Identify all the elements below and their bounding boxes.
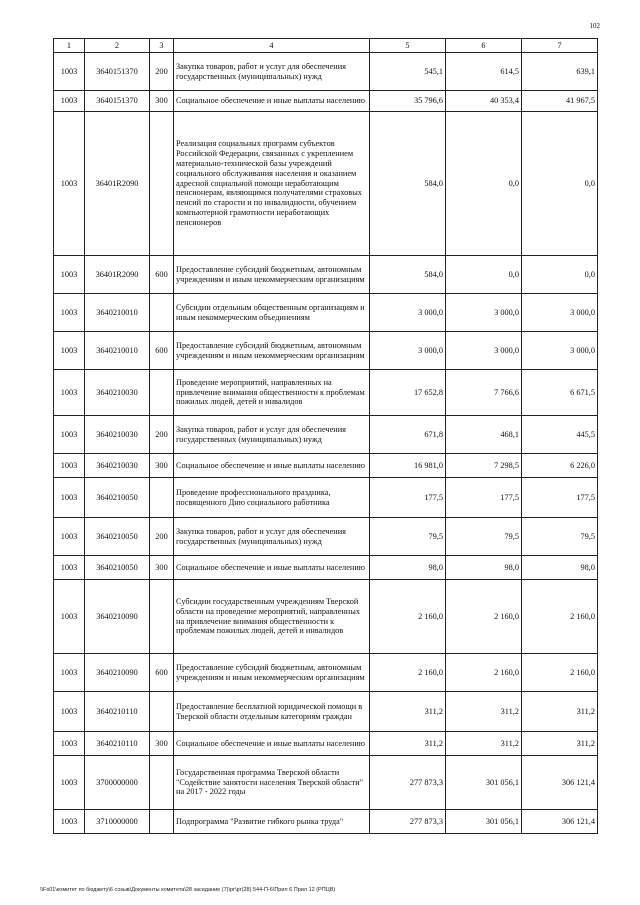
value-7-cell: 306 121,4 (522, 810, 598, 834)
value-6-cell: 177,5 (446, 478, 522, 518)
description-cell: Социальное обеспечение и иные выплаты населению (174, 732, 370, 756)
description-cell: Проведение мероприятий, направленных на привлечение внимания общественности к проблемам пожилых людей, детей и инвалидов (174, 370, 370, 416)
table-row (54, 332, 598, 370)
code-1-cell: 1003 (54, 294, 85, 332)
value-7-cell: 2 160,0 (522, 580, 598, 654)
table-row (54, 91, 598, 112)
code-1-cell: 1003 (54, 332, 85, 370)
value-5-cell: 3 000,0 (370, 294, 446, 332)
value-6-cell: 79,5 (446, 518, 522, 556)
value-7-cell: 0,0 (522, 256, 598, 294)
value-6-cell: 301 056,1 (446, 756, 522, 810)
value-5-cell: 35 796,6 (370, 91, 446, 112)
value-7-cell: 2 160,0 (522, 654, 598, 692)
header-cell: 6 (446, 39, 522, 53)
value-7-cell: 6 226,0 (522, 454, 598, 478)
description-cell: Подпрограмма "Развитие гибкого рынка труда" (174, 810, 370, 834)
table-row (54, 112, 598, 256)
value-5-cell: 311,2 (370, 732, 446, 756)
value-5-cell: 3 000,0 (370, 332, 446, 370)
code-2-cell: 3640210110 (85, 732, 150, 756)
code-3-cell (150, 756, 174, 810)
code-1-cell: 1003 (54, 112, 85, 256)
description-cell: Субсидии отдельным общественным организациям и иным некоммерческим объединениям (174, 294, 370, 332)
code-1-cell: 1003 (54, 53, 85, 91)
code-2-cell: 3640210030 (85, 416, 150, 454)
table-row (54, 256, 598, 294)
table-row (54, 370, 598, 416)
value-7-cell: 311,2 (522, 732, 598, 756)
value-5-cell: 545,1 (370, 53, 446, 91)
code-2-cell: 3640210050 (85, 478, 150, 518)
value-6-cell: 0,0 (446, 112, 522, 256)
code-2-cell: 3640210090 (85, 654, 150, 692)
table-row (54, 294, 598, 332)
page-number: 102 (589, 22, 600, 30)
header-cell: 5 (370, 39, 446, 53)
value-7-cell: 0,0 (522, 112, 598, 256)
table-row (54, 518, 598, 556)
code-2-cell: 3710000000 (85, 810, 150, 834)
code-1-cell: 1003 (54, 478, 85, 518)
code-2-cell: 3640210010 (85, 294, 150, 332)
value-7-cell: 311,2 (522, 692, 598, 732)
code-2-cell: 3640210110 (85, 692, 150, 732)
description-cell: Закупка товаров, работ и услуг для обеспечения государственных (муниципальных) нужд (174, 518, 370, 556)
value-7-cell: 6 671,5 (522, 370, 598, 416)
value-7-cell: 3 000,0 (522, 294, 598, 332)
value-5-cell: 277 873,3 (370, 756, 446, 810)
code-2-cell: 3640151370 (85, 91, 150, 112)
code-3-cell (150, 580, 174, 654)
code-3-cell: 300 (150, 556, 174, 580)
header-cell: 2 (85, 39, 150, 53)
value-5-cell: 277 873,3 (370, 810, 446, 834)
description-cell: Закупка товаров, работ и услуг для обеспечения государственных (муниципальных) нужд (174, 53, 370, 91)
code-1-cell: 1003 (54, 416, 85, 454)
value-6-cell: 7 298,5 (446, 454, 522, 478)
value-6-cell: 3 000,0 (446, 294, 522, 332)
table-row (54, 454, 598, 478)
code-1-cell: 1003 (54, 370, 85, 416)
value-7-cell: 639,1 (522, 53, 598, 91)
code-2-cell: 3640210050 (85, 556, 150, 580)
value-5-cell: 17 652,8 (370, 370, 446, 416)
value-7-cell: 98,0 (522, 556, 598, 580)
code-3-cell: 600 (150, 332, 174, 370)
value-5-cell: 79,5 (370, 518, 446, 556)
code-1-cell: 1003 (54, 556, 85, 580)
description-cell: Государственная программа Тверской области "Содействие занятости населения Тверской области" на 2017 - 2022 годы (174, 756, 370, 810)
value-5-cell: 584,0 (370, 112, 446, 256)
code-2-cell: 3700000000 (85, 756, 150, 810)
description-cell: Предоставление бесплатной юридической помощи в Тверской области отдельным категориям граждан (174, 692, 370, 732)
code-1-cell: 1003 (54, 732, 85, 756)
description-cell: Реализация социальных программ субъектов Российской Федерации, связанных с укреплением материально-технической базы учреждений социального обслуживания населения и оказанием адресной социальной помощи неработающим пенсионерам, являющимся получателями страховых пенсий по старости и по инвалидности, обучением компьютерной грамотности неработающих пенсионеров (174, 112, 370, 256)
header-row (54, 39, 598, 53)
description-cell: Предоставление субсидий бюджетным, автономным учреждениям и иным некоммерческим организациям (174, 332, 370, 370)
value-5-cell: 311,2 (370, 692, 446, 732)
value-7-cell: 41 967,5 (522, 91, 598, 112)
code-1-cell: 1003 (54, 454, 85, 478)
code-1-cell: 1003 (54, 756, 85, 810)
header-cell: 3 (150, 39, 174, 53)
code-2-cell: 36401R2090 (85, 256, 150, 294)
value-6-cell: 98,0 (446, 556, 522, 580)
code-1-cell: 1003 (54, 692, 85, 732)
value-7-cell: 306 121,4 (522, 756, 598, 810)
header-cell: 4 (174, 39, 370, 53)
code-2-cell: 3640210030 (85, 454, 150, 478)
description-cell: Закупка товаров, работ и услуг для обеспечения государственных (муниципальных) нужд (174, 416, 370, 454)
table-row (54, 556, 598, 580)
value-6-cell: 7 766,6 (446, 370, 522, 416)
header-cell: 1 (54, 39, 85, 53)
table-row (54, 53, 598, 91)
header-cell: 7 (522, 39, 598, 53)
value-7-cell: 79,5 (522, 518, 598, 556)
value-6-cell: 2 160,0 (446, 580, 522, 654)
value-6-cell: 301 056,1 (446, 810, 522, 834)
value-7-cell: 3 000,0 (522, 332, 598, 370)
value-6-cell: 40 353,4 (446, 91, 522, 112)
value-7-cell: 445,5 (522, 416, 598, 454)
value-6-cell: 311,2 (446, 692, 522, 732)
table-row (54, 654, 598, 692)
description-cell: Социальное обеспечение и иные выплаты населению (174, 454, 370, 478)
description-cell: Субсидии государственным учреждениям Тверской области на проведение мероприятий, направленных на привлечение внимания общественности к проблемам пожилых людей, детей и инвалидов (174, 580, 370, 654)
value-6-cell: 3 000,0 (446, 332, 522, 370)
value-5-cell: 2 160,0 (370, 580, 446, 654)
value-6-cell: 614,5 (446, 53, 522, 91)
value-5-cell: 2 160,0 (370, 654, 446, 692)
code-3-cell: 300 (150, 454, 174, 478)
code-3-cell: 200 (150, 416, 174, 454)
value-6-cell: 0,0 (446, 256, 522, 294)
value-5-cell: 98,0 (370, 556, 446, 580)
table-row (54, 692, 598, 732)
code-3-cell (150, 294, 174, 332)
table-row (54, 416, 598, 454)
code-1-cell: 1003 (54, 91, 85, 112)
description-cell: Предоставление субсидий бюджетным, автономным учреждениям и иным некоммерческим организациям (174, 654, 370, 692)
code-1-cell: 1003 (54, 654, 85, 692)
value-5-cell: 584,0 (370, 256, 446, 294)
code-1-cell: 1003 (54, 518, 85, 556)
value-6-cell: 311,2 (446, 732, 522, 756)
value-5-cell: 16 981,0 (370, 454, 446, 478)
code-1-cell: 1003 (54, 810, 85, 834)
code-2-cell: 3640210030 (85, 370, 150, 416)
code-3-cell: 300 (150, 732, 174, 756)
value-7-cell: 177,5 (522, 478, 598, 518)
code-1-cell: 1003 (54, 256, 85, 294)
code-3-cell (150, 478, 174, 518)
code-3-cell: 200 (150, 53, 174, 91)
table-row (54, 478, 598, 518)
table-row (54, 732, 598, 756)
description-cell: Социальное обеспечение и иные выплаты населению (174, 91, 370, 112)
code-2-cell: 3640210010 (85, 332, 150, 370)
code-3-cell (150, 370, 174, 416)
budget-table (53, 38, 598, 834)
value-6-cell: 468,1 (446, 416, 522, 454)
code-2-cell: 3640210050 (85, 518, 150, 556)
table-row (54, 580, 598, 654)
code-3-cell: 200 (150, 518, 174, 556)
code-2-cell: 3640210090 (85, 580, 150, 654)
table-row (54, 810, 598, 834)
description-cell: Проведение профессионального праздника, посвященного Дню социального работника (174, 478, 370, 518)
value-6-cell: 2 160,0 (446, 654, 522, 692)
value-5-cell: 671,8 (370, 416, 446, 454)
code-2-cell: 3640151370 (85, 53, 150, 91)
table-row (54, 756, 598, 810)
file-path-footer: \\Fs01\комитет по бюджету\6 созыв\Документы комитета\28 заседание (7)\рг\рг(28) 544-П-6\Прил 6 Прил 12 (РПЦВ) (40, 887, 336, 893)
code-1-cell: 1003 (54, 580, 85, 654)
code-3-cell: 600 (150, 654, 174, 692)
code-3-cell (150, 112, 174, 256)
value-5-cell: 177,5 (370, 478, 446, 518)
code-3-cell (150, 810, 174, 834)
code-3-cell (150, 692, 174, 732)
code-2-cell: 36401R2090 (85, 112, 150, 256)
description-cell: Социальное обеспечение и иные выплаты населению (174, 556, 370, 580)
code-3-cell: 300 (150, 91, 174, 112)
code-3-cell: 600 (150, 256, 174, 294)
description-cell: Предоставление субсидий бюджетным, автономным учреждениям и иным некоммерческим организациям (174, 256, 370, 294)
